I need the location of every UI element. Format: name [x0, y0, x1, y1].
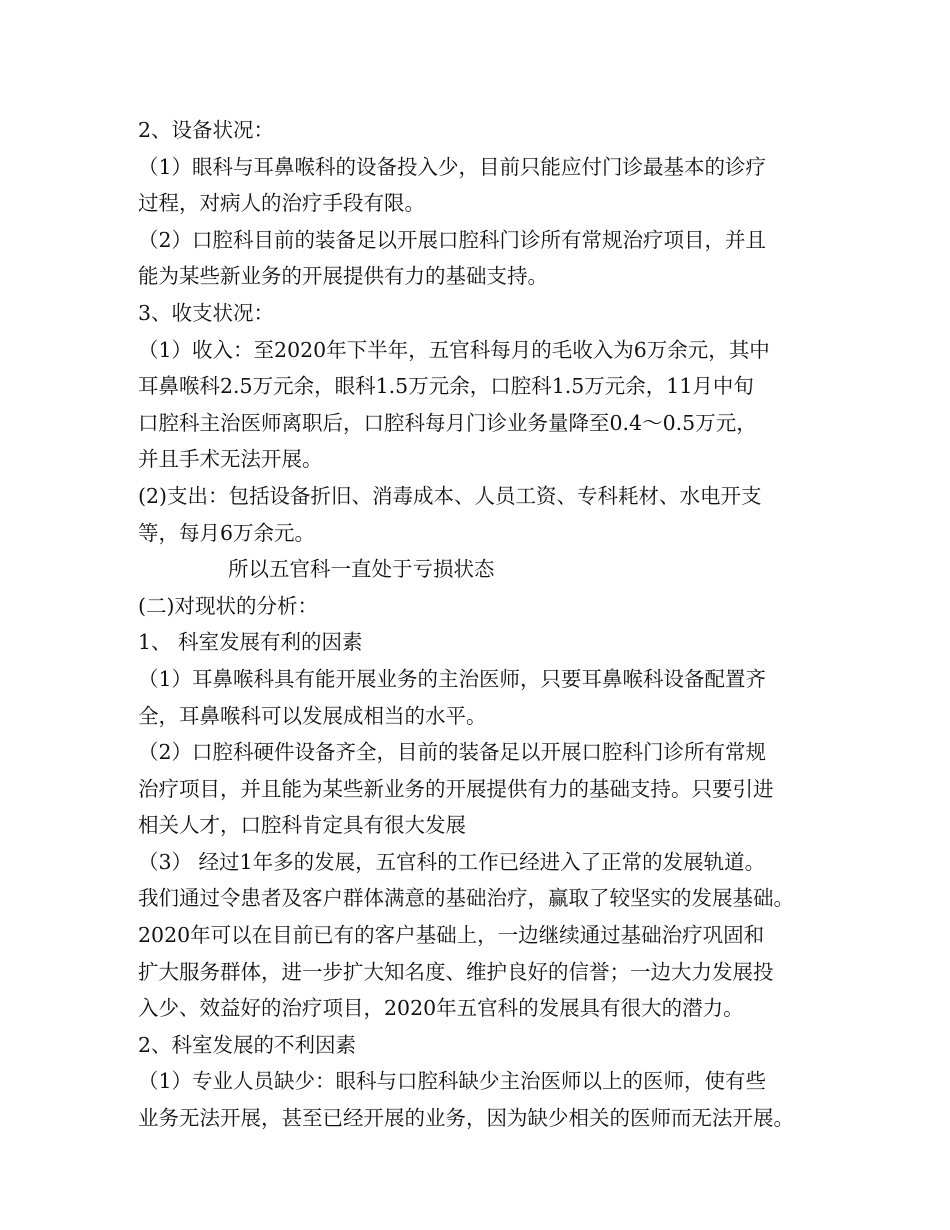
paragraph-line: （3） 经过1年多的发展，五官科的工作已经进入了正常的发展轨道。 — [138, 849, 766, 874]
subsection-heading-favorable: 1、 科室发展有利的因素 — [138, 630, 363, 655]
paragraph-line: 治疗项目，并且能为某些新业务的开展提供有力的基础支持。只要引进 — [138, 776, 774, 801]
section-heading-finance: 3、收支状况： — [138, 300, 275, 325]
conclusion-line: 所以五官科一直处于亏损状态 — [228, 557, 495, 582]
paragraph-line: 扩大服务群体，进一步扩大知名度、维护良好的信誉；一边大力发展投 — [138, 959, 774, 984]
subsection-heading-unfavorable: 2、科室发展的不利因素 — [138, 1032, 357, 1057]
paragraph-line: 等，每月6万余元。 — [138, 520, 316, 545]
paragraph-line: （1）眼科与耳鼻喉科的设备投入少，目前只能应付门诊最基本的诊疗 — [138, 154, 767, 179]
paragraph-line: 耳鼻喉科2.5万元余，眼科1.5万元余，口腔科1.5万元余，11月中旬 — [138, 374, 754, 399]
paragraph-line: 业务无法开展，甚至已经开展的业务，因为缺少相关的医师而无法开展。 — [138, 1106, 794, 1131]
paragraph-line: 能为某些新业务的开展提供有力的基础支持。 — [138, 264, 548, 289]
paragraph-line: 2020年可以在目前已有的客户基础上，一边继续通过基础治疗巩固和 — [138, 923, 765, 948]
paragraph-line: 全，耳鼻喉科可以发展成相当的水平。 — [138, 703, 487, 728]
paragraph-line: 过程，对病人的治疗手段有限。 — [138, 191, 425, 216]
document-body — [138, 112, 828, 1137]
paragraph-line: 相关人才，口腔科肯定具有很大发展 — [138, 813, 466, 838]
paragraph-line: （1）收入：至2020年下半年，五官科每月的毛收入为6万余元，其中 — [138, 337, 770, 362]
paragraph-line: （2）口腔科硬件设备齐全，目前的装备足以开展口腔科门诊所有常规 — [138, 740, 767, 765]
section-heading-equipment: 2、设备状况： — [138, 118, 275, 142]
paragraph-line: （1）专业人员缺少：眼科与口腔科缺少主治医师以上的医师，使有些 — [138, 1069, 767, 1094]
paragraph-line: （1）耳鼻喉科具有能开展业务的主治医师，只要耳鼻喉科设备配置齐 — [138, 666, 767, 691]
paragraph-line: (2)支出：包括设备折旧、消毒成本、人员工资、专科耗材、水电开支 — [138, 483, 762, 508]
section-heading-analysis: (二)对现状的分析： — [138, 593, 318, 618]
paragraph-line: 我们通过令患者及客户群体满意的基础治疗，赢取了较坚实的发展基础。 — [138, 886, 794, 911]
paragraph-line: 口腔科主治医师离职后，口腔科每月门诊业务量降至0.4～0.5万元， — [138, 410, 757, 435]
paragraph-line: （2）口腔科目前的装备足以开展口腔科门诊所有常规治疗项目，并且 — [138, 227, 767, 252]
paragraph-line: 入少、效益好的治疗项目，2020年五官科的发展具有很大的潜力。 — [138, 996, 744, 1021]
paragraph-line: 并且手术无法开展。 — [138, 447, 323, 472]
